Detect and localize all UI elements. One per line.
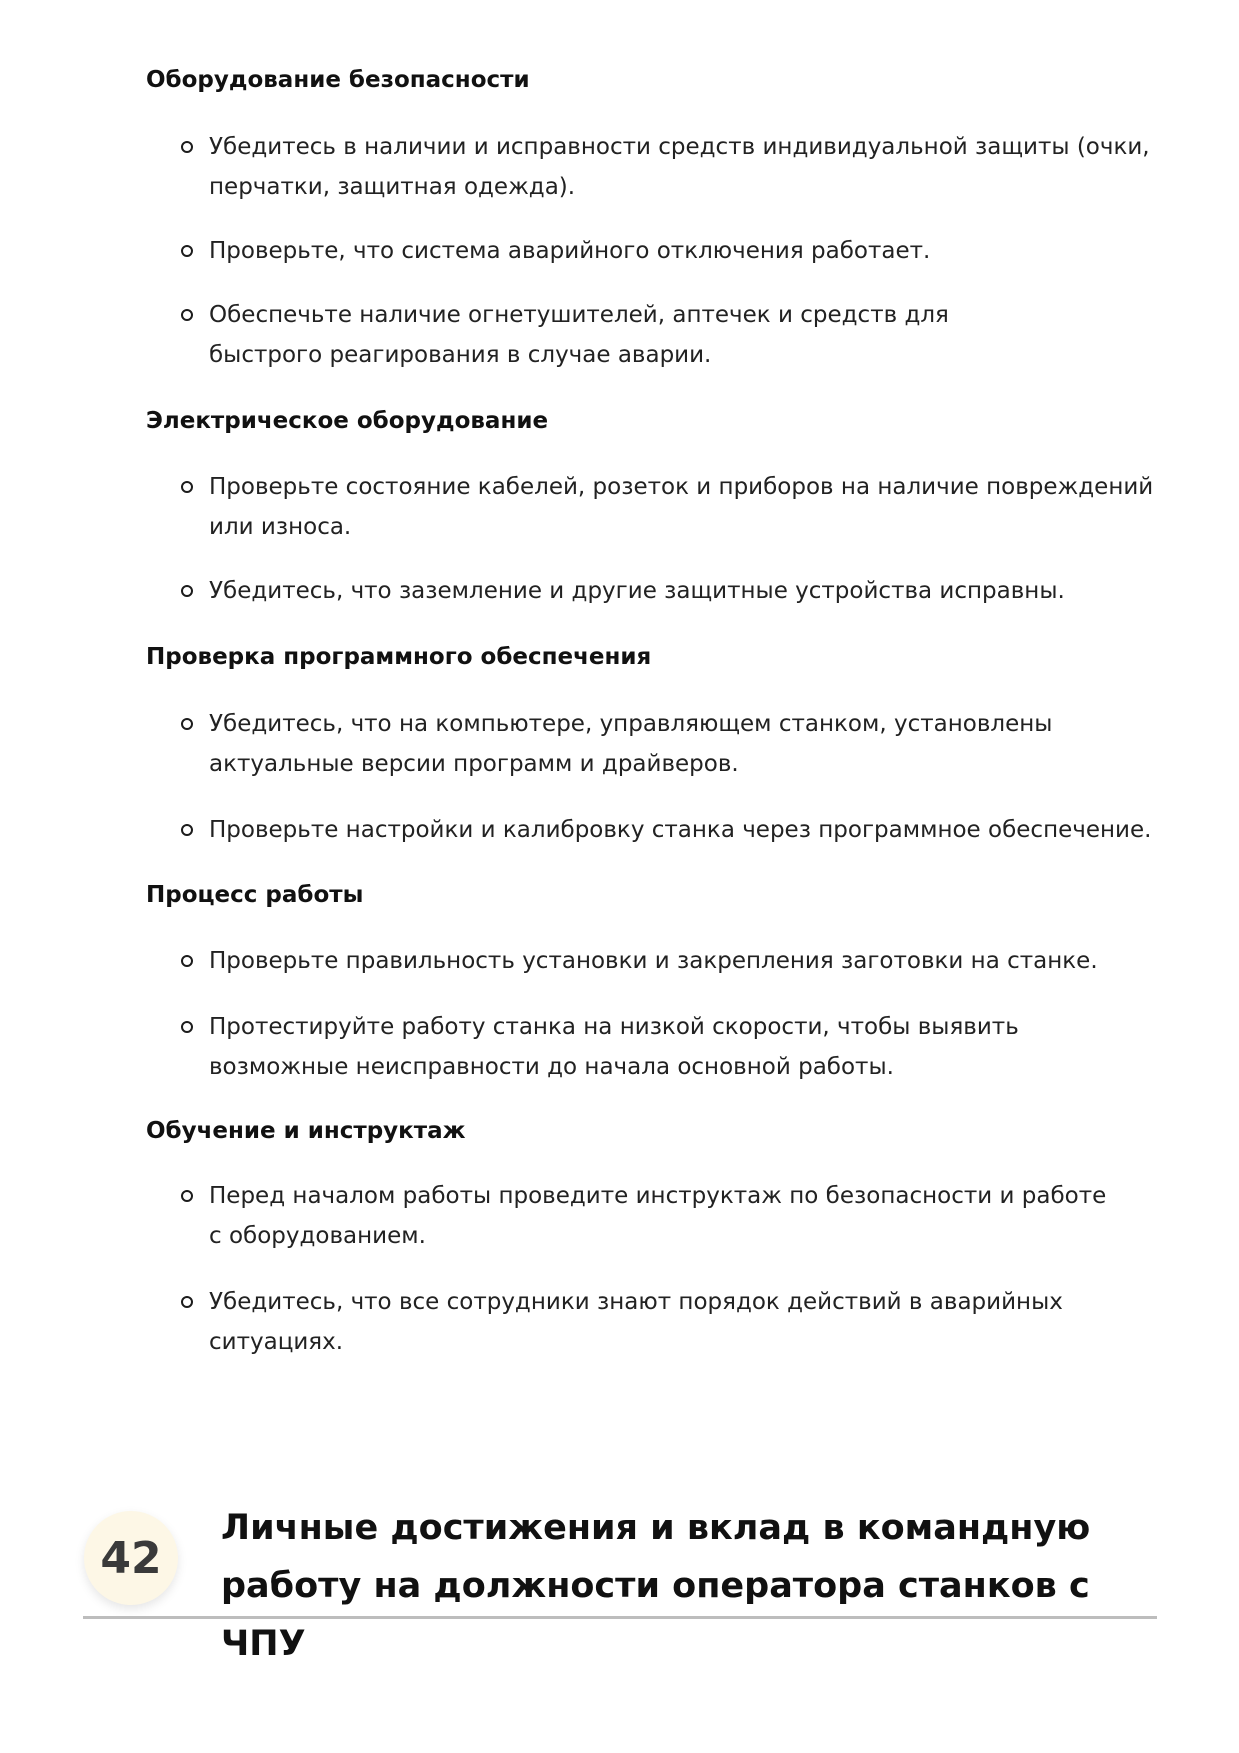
section-title: Проверка программного обеспечения [146,644,652,670]
list-item-text: Обеспечьте наличие огнетушителей, аптечек и средств для быстрого реагирования в случае аварии. [209,302,949,368]
hollow-circle-bullet-icon [181,481,193,493]
chapter-number-badge: 42 [84,1511,178,1605]
list-item-text: Проверьте состояние кабелей, розеток и приборов на наличие повреждений или износа. [209,474,1154,540]
hollow-circle-bullet-icon [181,141,193,153]
hollow-circle-bullet-icon [181,1296,193,1308]
list-item-text: Перед началом работы проведите инструктаж по безопасности и работе с оборудованием. [209,1183,1107,1249]
list-item-text: Проверьте настройки и калибровку станка через программное обеспечение. [209,817,1152,843]
section-title: Оборудование безопасности [146,67,530,93]
chapter-title: Личные достижения и вклад в командную работу на должности оператора станков с ЧПУ [221,1508,1091,1664]
hollow-circle-bullet-icon [181,309,193,321]
list-item-text: Убедитесь, что на компьютере, управляющем станком, установлены актуальные версии программ и драйверов. [209,711,1053,777]
list-item-text: Проверьте правильность установки и закрепления заготовки на станке. [209,948,1098,974]
list-item-text: Протестируйте работу станка на низкой скорости, чтобы выявить возможные неисправности до начала основной работы. [209,1014,1019,1080]
list-item-text: Убедитесь, что все сотрудники знают порядок действий в аварийных ситуациях. [209,1289,1063,1355]
hollow-circle-bullet-icon [181,718,193,730]
hollow-circle-bullet-icon [181,824,193,836]
list-item-text: Проверьте, что система аварийного отключения работает. [209,238,931,264]
section-title: Процесс работы [146,882,364,908]
list-item-text: Убедитесь, что заземление и другие защитные устройства исправны. [209,578,1065,604]
hollow-circle-bullet-icon [181,245,193,257]
hollow-circle-bullet-icon [181,585,193,597]
section-title: Обучение и инструктаж [146,1118,466,1144]
hollow-circle-bullet-icon [181,1021,193,1033]
heading-divider [83,1616,1157,1619]
list-item-text: Убедитесь в наличии и исправности средств индивидуальной защиты (очки, перчатки, защитная одежда). [209,134,1150,200]
hollow-circle-bullet-icon [181,955,193,967]
hollow-circle-bullet-icon [181,1190,193,1202]
section-title: Электрическое оборудование [146,408,549,434]
